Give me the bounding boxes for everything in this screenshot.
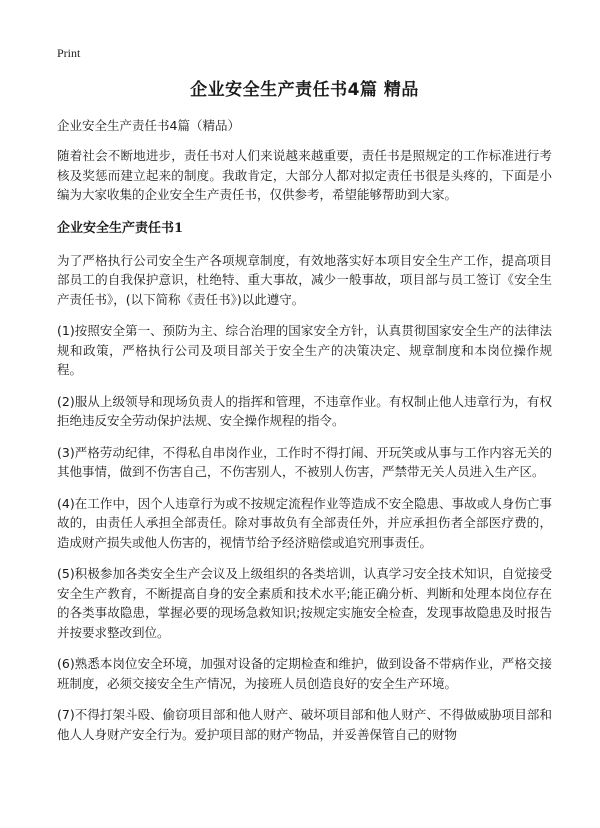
clause-2: (2)服从上级领导和现场负责人的指挥和管理，不违章作业。有权制止他人违章行为，有权拒绝违反安全劳动保护法规、安全操作规程的指令。 <box>57 393 552 428</box>
clause-6: (6)熟悉本岗位安全环境，加强对设备的定期检查和维护，做到设备不带病作业，严格交接班制度，必须交接安全生产情况，为接班人员创造良好的安全生产环境。 <box>57 656 552 691</box>
section-heading: 企业安全生产责任书1 <box>57 220 184 236</box>
clause-3: (3)严格劳动纪律，不得私自串岗作业，工作时不得打闹、开玩笑或从事与工作内容无关的其他事情，做到不伤害自己，不伤害别人，不被别人伤害，严禁带无关人员进入生产区。 <box>57 444 552 479</box>
clause-4: (4)在工作中，因个人违章行为或不按规定流程作业等造成不安全隐患、事故或人身伤亡事故的，由责任人承担全部责任。除对事故负有全部责任外，并应承担伤者全部医疗费的，造成财产损失或他人伤害的，视情节给予经济赔偿或追究刑事责任。 <box>57 495 552 550</box>
intro-paragraph: 随着社会不断地进步，责任书对人们来说越来越重要，责任书是照规定的工作标准进行考核及奖惩而建立起来的制度。我敢肯定，大部分人都对拟定责任书很是头疼的，下面是小编为大家收集的企业安全生产责任书，仅供参考，希望能够帮助到大家。 <box>57 148 552 202</box>
page-title: 企业安全生产责任书4篇 精品 <box>190 80 419 100</box>
clause-7: (7)不得打架斗殴、偷窃项目部和他人财产、破坏项目部和他人财产、不得做威胁项目部和他人人身财产安全行为。爱护项目部的财产物品，并妥善保管自己的财物 <box>57 707 552 742</box>
clause-1: (1)按照安全第一、预防为主、综合治理的国家安全方针，认真贯彻国家安全生产的法律法规和政策，严格执行公司及项目部关于安全生产的决策决定、规章制度和本岗位操作规程。 <box>57 323 552 377</box>
document-body <box>57 78 552 756</box>
document-subtitle: 企业安全生产责任书4篇（精品） <box>57 118 240 133</box>
section-intro-paragraph: 为了严格执行公司安全生产各项规章制度，有效地落实好本项目安全生产工作，提高项目部员工的自我保护意识，杜绝特、重大事故，减少一般事故，项目部与员工签订《安全生产责任书》，(以下简称《责任书》)以此遵守。 <box>57 252 552 307</box>
print-link[interactable]: Print <box>57 46 81 60</box>
clause-5: (5)积极参加各类安全生产会议及上级组织的各类培训，认真学习安全技术知识，自觉接受安全生产教育，不断提高自身的安全素质和技术水平;能正确分析、判断和处理本岗位存在的各类事故隐患，掌握必要的现场急救知识;按规定实施安全检查，发现事故隐患及时报告并按要求整改到位。 <box>57 566 552 640</box>
